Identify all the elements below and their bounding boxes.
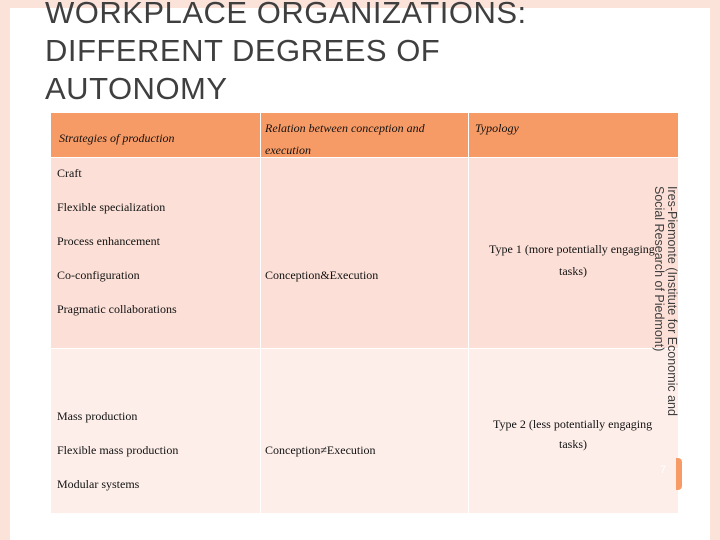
- slide-frame-left: [0, 0, 10, 540]
- strategy-item: Pragmatic collaborations: [57, 302, 177, 316]
- side-note: [652, 186, 692, 416]
- header-strategies-label: Strategies of production: [59, 131, 175, 145]
- header-typology: [469, 113, 679, 158]
- typology-line-1: Type 1 (more potentially engaging: [489, 242, 655, 256]
- strategy-item: Process enhancement: [57, 234, 160, 248]
- header-typology-label: Typology: [475, 121, 519, 135]
- header-relation-line-2: execution: [265, 143, 311, 157]
- side-note-line-1: Ires-Piemonte (Institute for Economic and: [665, 186, 679, 416]
- group2-strategies: [51, 349, 261, 514]
- page-tab: [676, 458, 682, 490]
- group1-strategies: [51, 158, 261, 349]
- header-strategies: [51, 113, 261, 158]
- title-line-1: WORKPLACE ORGANIZATIONS:: [45, 0, 527, 30]
- table-row: [51, 158, 679, 349]
- slide-frame-right: [710, 0, 720, 540]
- typology-line-2: tasks): [559, 437, 587, 451]
- strategy-item: Flexible mass production: [57, 443, 179, 457]
- page-number: 7: [660, 464, 667, 476]
- relation-value: Conception≠Execution: [265, 443, 376, 457]
- table-header-row: [51, 113, 679, 158]
- slide-title: [45, 0, 645, 108]
- title-line-3: AUTONOMY: [45, 71, 228, 106]
- strategy-item: Craft: [57, 166, 82, 180]
- typology-line-1: Type 2 (less potentially engaging: [493, 417, 653, 431]
- title-line-2: DIFFERENT DEGREES OF: [45, 33, 441, 68]
- side-note-line-2: Social Research of Piedmont): [652, 186, 666, 352]
- side-note-text: [652, 186, 678, 416]
- header-relation-line-1: Relation between conception and: [265, 121, 425, 135]
- strategy-item: Modular systems: [57, 477, 140, 491]
- group1-typology: [469, 158, 679, 349]
- header-relation: [261, 113, 469, 158]
- typology-line-2: tasks): [559, 264, 587, 278]
- group1-relation: [261, 158, 469, 349]
- strategy-item: Co-configuration: [57, 268, 140, 282]
- group2-relation: [261, 349, 469, 514]
- autonomy-table: [50, 112, 679, 514]
- strategy-item: Mass production: [57, 409, 138, 423]
- table-row: [51, 349, 679, 514]
- relation-value: Conception&Execution: [265, 268, 379, 282]
- group2-typology: [469, 349, 679, 514]
- strategy-item: Flexible specialization: [57, 200, 166, 214]
